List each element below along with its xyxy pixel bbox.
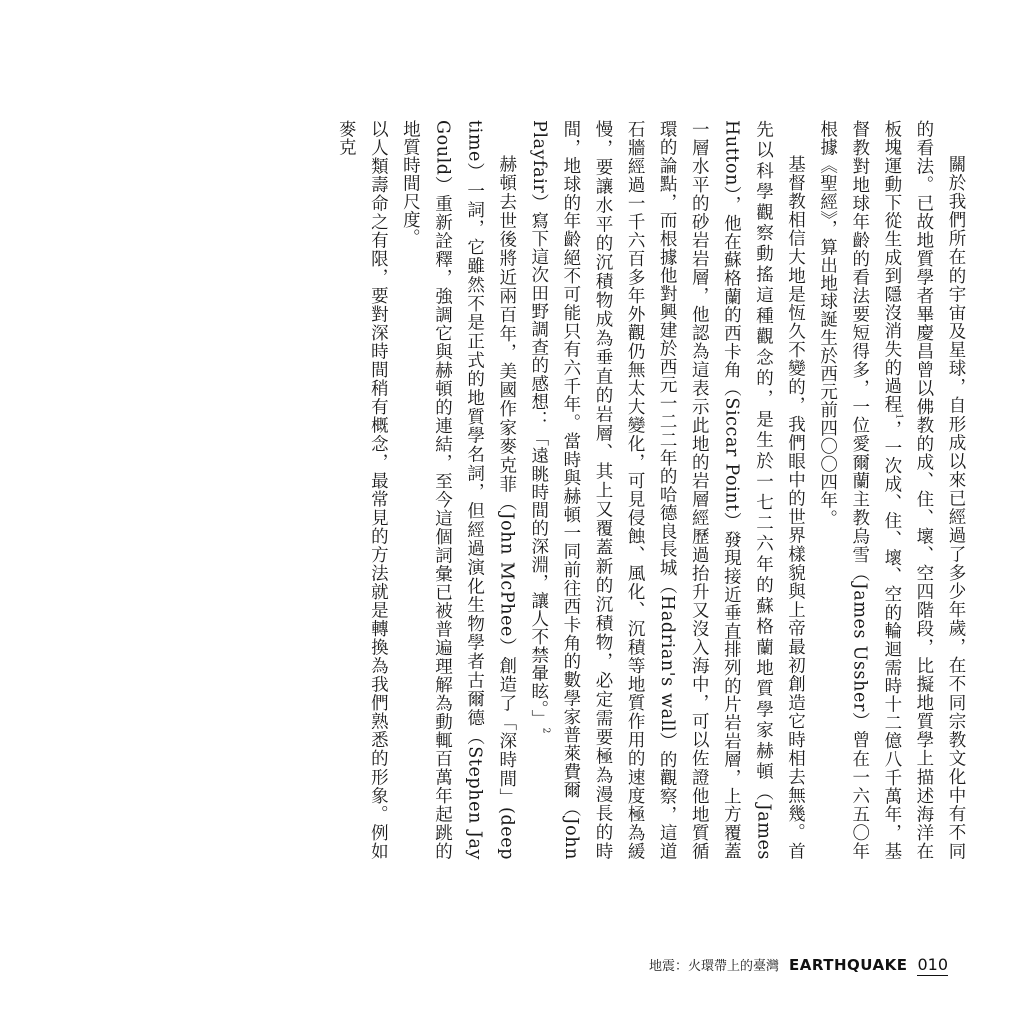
footnote-marker-1: 1 [893,413,904,420]
footer-book-title-en: EARTHQUAKE [788,956,908,974]
paragraph-1-part-b: ，一次成、住、壞、空的輪迴需時十二億八千萬年，基督教對地球年齡的看法要短得多，一位愛爾蘭主教烏雪（James Ussher）曾在一六五〇年根據《聖經》，算出地球誕生於西元前四〇〇四年。 [817,120,902,860]
footnote-marker-2: 2 [540,727,551,734]
paragraph-1 [812,120,972,860]
paragraph-3: 赫頓去世後將近兩百年，美國作家麥克菲（John McPhee）創造了「深時間」(deep time）一詞，它雖然不是正式的地質學名詞，但經過演化生物學者古爾德（Stephen Jay Gould）重新詮釋，強調它與赫頓的連結，至今這個詞彙已被普遍理解為動輒百萬年起跳的地質時間尺度。 [400,120,517,860]
paragraph-2-text: 基督教相信大地是恆久不變的，我們眼中的世界樣貌與上帝最初創造它時相去無幾。首先以科學觀察動搖這種觀念的，是生於一七二六年的蘇格蘭地質學家赫頓（James Hutton），他在蘇格蘭的西卡角（Siccar Point）發現接近垂直排列的片岩岩層，上方覆蓋一層水平的砂岩岩層，他認為這表示此地的岩層經歷過抬升又沒入海中，可以佐證他地質循環的論點，而根據他對興建於西元一二二年的哈德良長城（Hadrian's wall）的觀察，這道石牆經過一千六百多年外觀仍無太大變化，可見侵蝕、風化、沉積等地質作用的速度極為緩慢，要讓水平的沉積物成為垂直的岩層、其上又覆蓋新的沉積物，必定需要極為漫長的時間，地球的年齡絕不可能只有六千年。當時與赫頓一同前往西卡角的數學家普萊費爾（John Playfair）寫下這次田野調查的感想：「遠眺時間的深淵，讓人不禁暈眩。」 [528,120,806,860]
page-footer [649,955,948,976]
paragraph-1-part-a: 關於我們所在的宇宙及星球，自形成以來已經過了多少年歲，在不同宗教文化中有不同的看法。已故地質學者畢慶昌曾以佛教的成、住、壞、空四階段，比擬地質學上描述海洋在板塊運動下從生成到隱沒消失的過程 [881,120,966,860]
page-number: 010 [917,955,948,974]
main-text-block [272,120,972,860]
paragraph-4: 以人類壽命之有限，要對深時間稍有概念，最常見的方法就是轉換為我們熟悉的形象。例如麥克 [336,120,389,860]
footer-book-title: 地震：火環帶上的臺灣 [648,959,779,974]
paragraph-2 [523,120,812,860]
